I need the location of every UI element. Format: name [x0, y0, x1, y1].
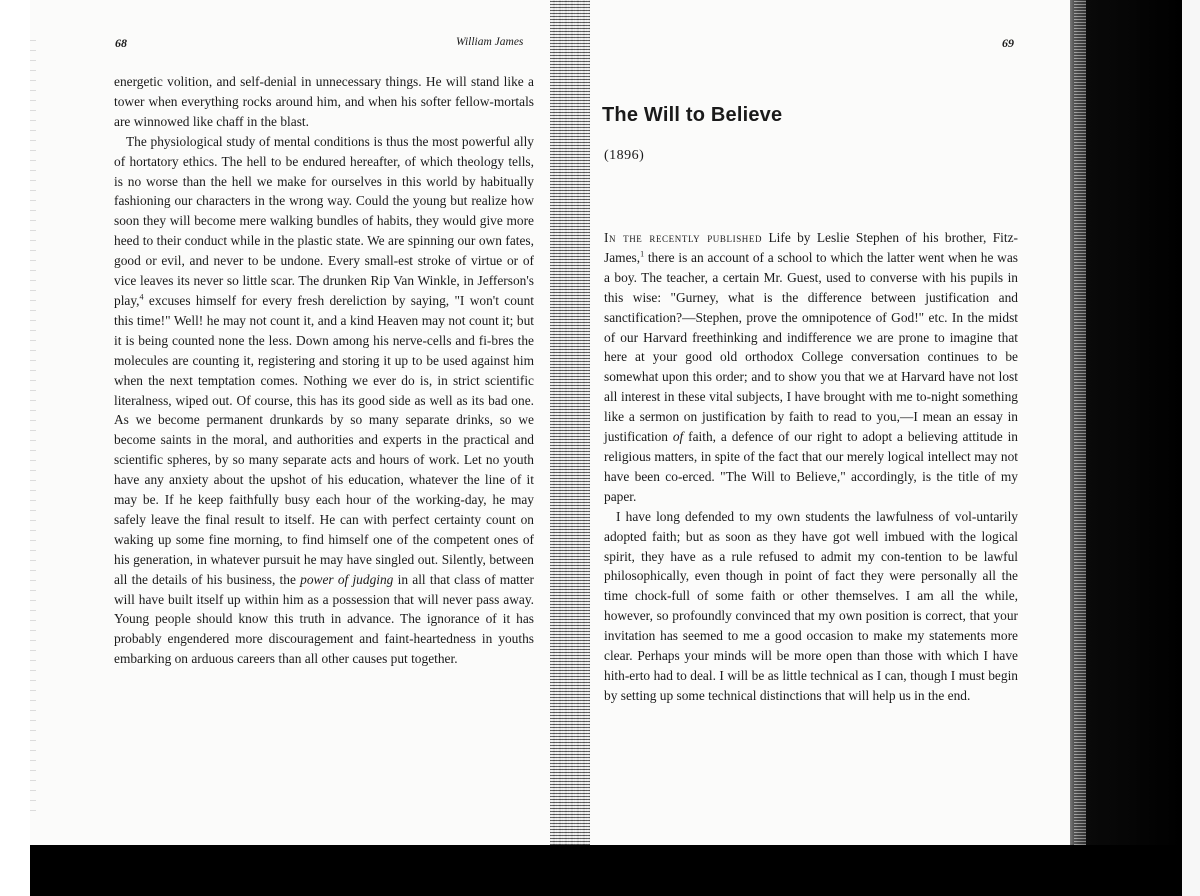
right-paragraph-1-part-3: faith, a defence of our right to adopt a believing attitude in religious matters, in spite of the fact that our merely logical intellect may not have been co-erced. "The Will to Believe," accordingly, is the title of my paper. — [604, 429, 1018, 504]
left-page-number: 68 — [115, 36, 127, 50]
right-page-body — [604, 228, 1018, 706]
scan-margin — [1182, 0, 1200, 896]
right-paragraph-1 — [604, 228, 1018, 507]
right-paragraph-1-part-2: there is an account of a school to which the latter went when he was a boy. The teacher, a certain Mr. Guest, used to converse with his pupils in this wise: "Gurney, what is the difference between justification and sanctification?—Stephen, prove the omnipotence of God!" etc. In the midst of our Harvard freethinking and indifference we are prone to imagine that here at your good old orthodox College conversation continues to be somewhat upon this order; and to show you that we at Harvard have not lost all interest in these vital subjects, I have brought with me to-night something like a sermon on justification by faith to read to you,—I mean an essay in justification — [604, 249, 1018, 445]
left-page-body — [114, 72, 534, 669]
lead-in-smallcaps: In the recently published — [604, 230, 763, 245]
book-gutter — [550, 0, 590, 845]
footnote-marker-1: 1 — [640, 249, 645, 259]
italic-word: of — [672, 429, 684, 445]
scan-bottom-shadow — [30, 845, 1182, 896]
essay-year: (1896) — [604, 148, 645, 163]
left-paragraph-1: energetic volition, and self-denial in unnecessary things. He will stand like a tower when everything rocks around him, and when his softer fellow-mortals are winnowed like chaff in the blast. — [114, 74, 534, 129]
right-paragraph-1-part-1: Life by Leslie Stephen of his brother, Fitz-James, — [604, 230, 1018, 265]
right-page-number: 69 — [1002, 36, 1014, 50]
running-head-author: William James — [456, 36, 524, 48]
italic-phrase: power of judging — [300, 571, 394, 587]
left-paragraph-2-part-2: excuses himself for every fresh dereliction by saying, "I won't count this time!" Well! he may not count it, and a kind Heaven may not count it; but it is being counted none the less. Down among his nerve-cells and fi-bres the molecules are counting it, registering and storing it up to be used against him when the next temptation comes. Nothing we ever do is, in strict scientific literalness, wiped out. Of course, this has its good side as well as its bad one. As we become permanent drunkards by so many separate drinks, so we become saints in the moral, and authorities and experts in the practical and scientific spheres, by so many separate acts and hours of work. Let no youth have any anxiety about the upshot of his education, whatever the line of it may be. If he keep faithfully busy each hour of the working-day, he may safely leave the final result to itself. He can with perfect certainty count on waking up some fine morning, to find himself one of the competent ones of his generation, in whatever pursuit he may have singled out. Silently, between all the details of his business, the — [114, 292, 534, 587]
page-edge-fringe — [1074, 0, 1086, 845]
footnote-marker-4: 4 — [139, 292, 144, 302]
essay-title: The Will to Believe — [602, 104, 783, 126]
scan-noise — [30, 40, 36, 820]
left-paragraph-2 — [114, 132, 534, 669]
right-paragraph-2: I have long defended to my own students the lawfulness of vol-untarily adopted faith; but as soon as they have got well imbued with the logical spirit, they have as a rule refused to admit my con-tention to be lawful philosophically, even though in point of fact they were personally all the time chock-full of some faith or other themselves. I am all the while, however, so profoundly convinced that my own position is correct, that your invitation has seemed to me a good occasion to make my statements more clear. Perhaps your minds will be more open than those with which I have hith-erto had to deal. I will be as little technical as I can, though I must begin by setting up some technical distinctions that will help us in the end. — [604, 508, 1018, 703]
left-paragraph-2-part-1: The physiological study of mental conditions is thus the most powerful ally of hortatory ethics. The hell to be endured hereafter, of which theology tells, is no worse than the hell we make for ourselves in this world by habitually fashioning our characters in the wrong way. Could the young but realize how soon they will become mere walking bundles of habits, they would give more heed to their conduct while in the plastic state. We are spinning our own fates, good or evil, and never to be undone. Every small-est stroke of virtue or of vice leaves its never so little scar. The drunken Rip Van Winkle, in Jefferson's play, — [114, 133, 534, 308]
left-paragraph-2-part-3: in all that class of matter will have built itself up within him as a possession that will never pass away. Young people should know this truth in advance. The ignorance of it has probably engendered more discouragement and faint-heartedness in youths embarking on arduous careers than all other causes put together. — [114, 571, 534, 667]
page-edge-shadow — [1070, 0, 1182, 845]
